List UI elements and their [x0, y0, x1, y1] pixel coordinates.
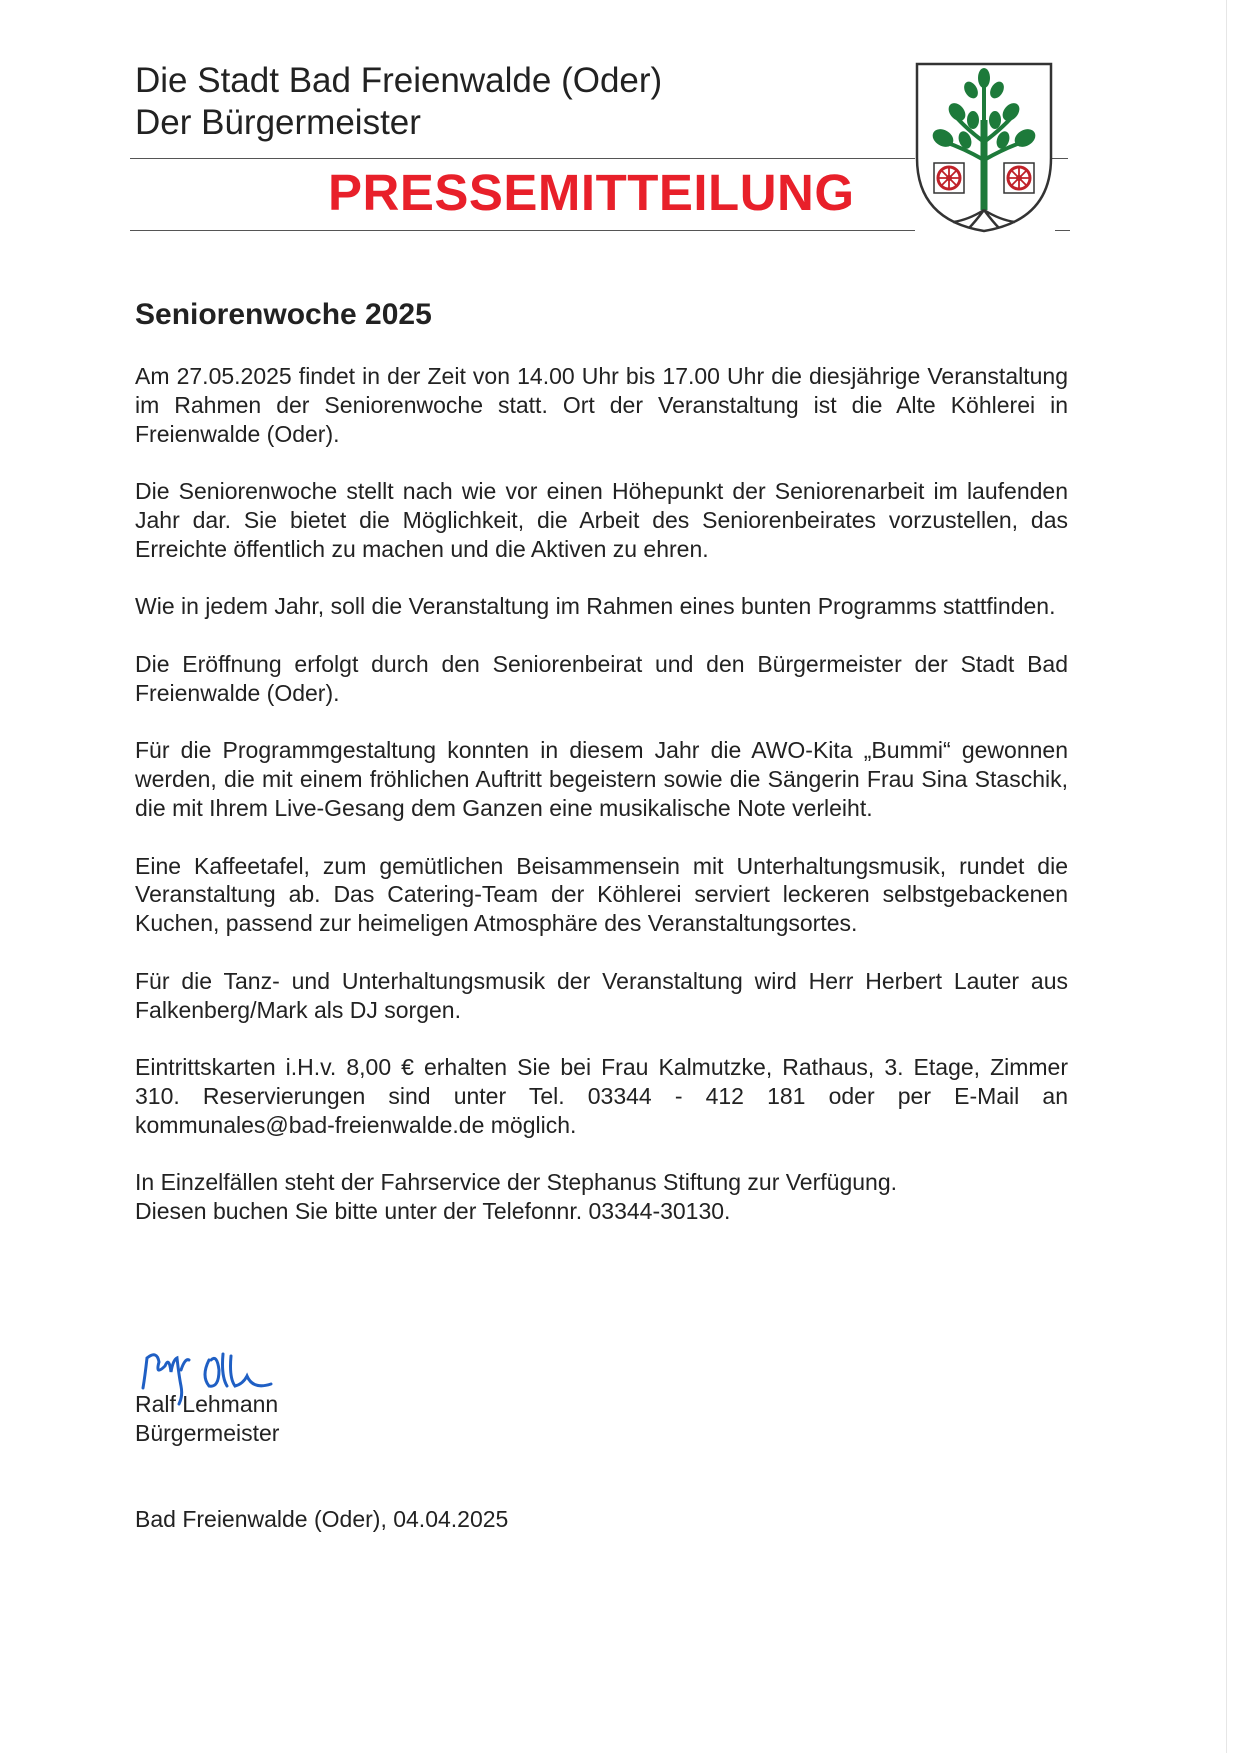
header-rule-bottom-right	[1055, 230, 1070, 231]
paragraph-tickets: Eintrittskarten i.H.v. 8,00 € erhalten Sie bei Frau Kalmutzke, Rathaus, 3. Etage, Zimmer 310. Reservierungen sind unter Tel. 03344 - 412 181 oder per E-Mail an kommunales@bad-freienwalde.de möglich.	[135, 1054, 1068, 1138]
signatory-role: Bürgermeister	[135, 1420, 280, 1446]
paragraph-music: Für die Tanz- und Unterhaltungsmusik der Veranstaltung wird Herr Herbert Lauter aus Falkenberg/Mark als DJ sorgen.	[135, 967, 1068, 1023]
scan-edge	[1226, 0, 1227, 1753]
place-and-date: Bad Freienwalde (Oder), 04.04.2025	[135, 1506, 509, 1532]
shuttle-line-2: Diesen buchen Sie bitte unter der Telefonnr. 03344-30130.	[135, 1198, 731, 1225]
issuer-office: Der Bürgermeister	[135, 103, 421, 142]
paragraph-performers: Für die Programmgestaltung konnten in diesem Jahr die AWO-Kita „Bummi“ gewonnen werden, die mit einem fröhlichen Auftritt begeistern sowie die Sängerin Frau Sina Staschik, die mit Ihrem Live-Gesang dem Ganzen eine musikalische Note verleiht.	[135, 737, 1068, 821]
article-title: Seniorenwoche 2025	[135, 298, 432, 331]
header-rule-top	[130, 158, 915, 159]
article-body	[135, 362, 1068, 1255]
issuer-city: Die Stadt Bad Freienwalde (Oder)	[135, 61, 663, 100]
press-release-banner: PRESSEMITTEILUNG	[328, 164, 855, 221]
paragraph-program: Wie in jedem Jahr, soll die Veranstaltung im Rahmen eines bunten Programms stattfinden.	[135, 593, 1056, 620]
coat-of-arms-icon	[913, 60, 1055, 235]
shuttle-line-1: In Einzelfällen steht der Fahrservice der Stephanus Stiftung zur Verfügung.	[135, 1169, 897, 1196]
signatory-name: Ralf Lehmann	[135, 1391, 279, 1417]
paragraph-highlight: Die Seniorenwoche stellt nach wie vor einen Höhepunkt der Seniorenarbeit im laufenden Jahr dar. Sie bietet die Möglichkeit, die Arbeit des Seniorenbeirates vorzustellen, das Erreichte öffentlich zu machen und die Aktiven zu ehren.	[135, 478, 1068, 562]
paragraph-shuttle	[135, 1168, 1068, 1226]
paragraph-opening: Die Eröffnung erfolgt durch den Seniorenbeirat und den Bürgermeister der Stadt Bad Freienwalde (Oder).	[135, 650, 1068, 706]
paragraph-event-date: Am 27.05.2025 findet in der Zeit von 14.00 Uhr bis 17.00 Uhr die diesjährige Veranstaltung im Rahmen der Seniorenwoche statt. Ort der Veranstaltung ist die Alte Köhlerei in Freienwalde (Oder).	[135, 363, 1068, 447]
signatory	[135, 1390, 279, 1448]
header-rule-bottom	[130, 230, 915, 231]
paragraph-coffee: Eine Kaffeetafel, zum gemütlichen Beisammensein mit Unterhaltungsmusik, rundet die Veranstaltung ab. Das Catering-Team der Köhlerei serviert leckeren selbstgebackenen Kuchen, passend zur heimeligen Atmosphäre des Veranstaltungsortes.	[135, 852, 1068, 937]
